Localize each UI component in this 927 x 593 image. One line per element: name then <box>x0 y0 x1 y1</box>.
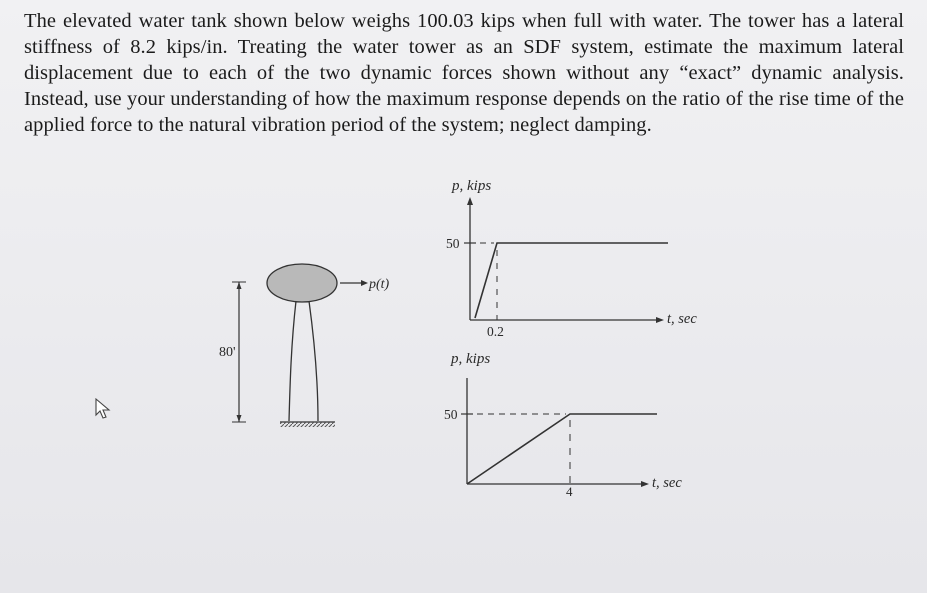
chart1-xlabel: t, sec <box>667 311 697 327</box>
problem-statement: The elevated water tank shown below weighs 100.03 kips when full with water. The tower has a lateral stiffness of 8.2 kips/in. Treating the water tower as an SDF system, estimate the maximum lateral displacement due to each of the two dynamic forces shown without any “exact” dynamic analysis. Instead, use your understanding of how the maximum response depends on the ratio of the rise time of the applied force to the natural vibration period of the system; neglect damping. <box>24 10 904 136</box>
mouse-pointer-icon <box>96 399 109 418</box>
chart1-ytick: 50 <box>446 236 460 251</box>
water-tank <box>267 264 337 302</box>
chart2-xtick: 4 <box>566 484 573 499</box>
ground-hatch <box>280 422 335 427</box>
force-label: p(t) <box>369 277 390 292</box>
chart2-xlabel: t, sec <box>652 475 682 491</box>
chart2-ylabel: p, kips <box>451 351 491 367</box>
chart-load-2 <box>444 351 682 499</box>
chart1-ylabel: p, kips <box>452 178 492 194</box>
chart2-load-line <box>467 414 657 484</box>
chart-load-1 <box>446 178 697 339</box>
height-label: 80' <box>219 345 236 360</box>
chart1-xtick: 0.2 <box>487 324 504 339</box>
water-tower-diagram <box>219 264 390 427</box>
chart2-ytick: 50 <box>444 407 458 422</box>
chart1-load-line <box>475 243 668 318</box>
